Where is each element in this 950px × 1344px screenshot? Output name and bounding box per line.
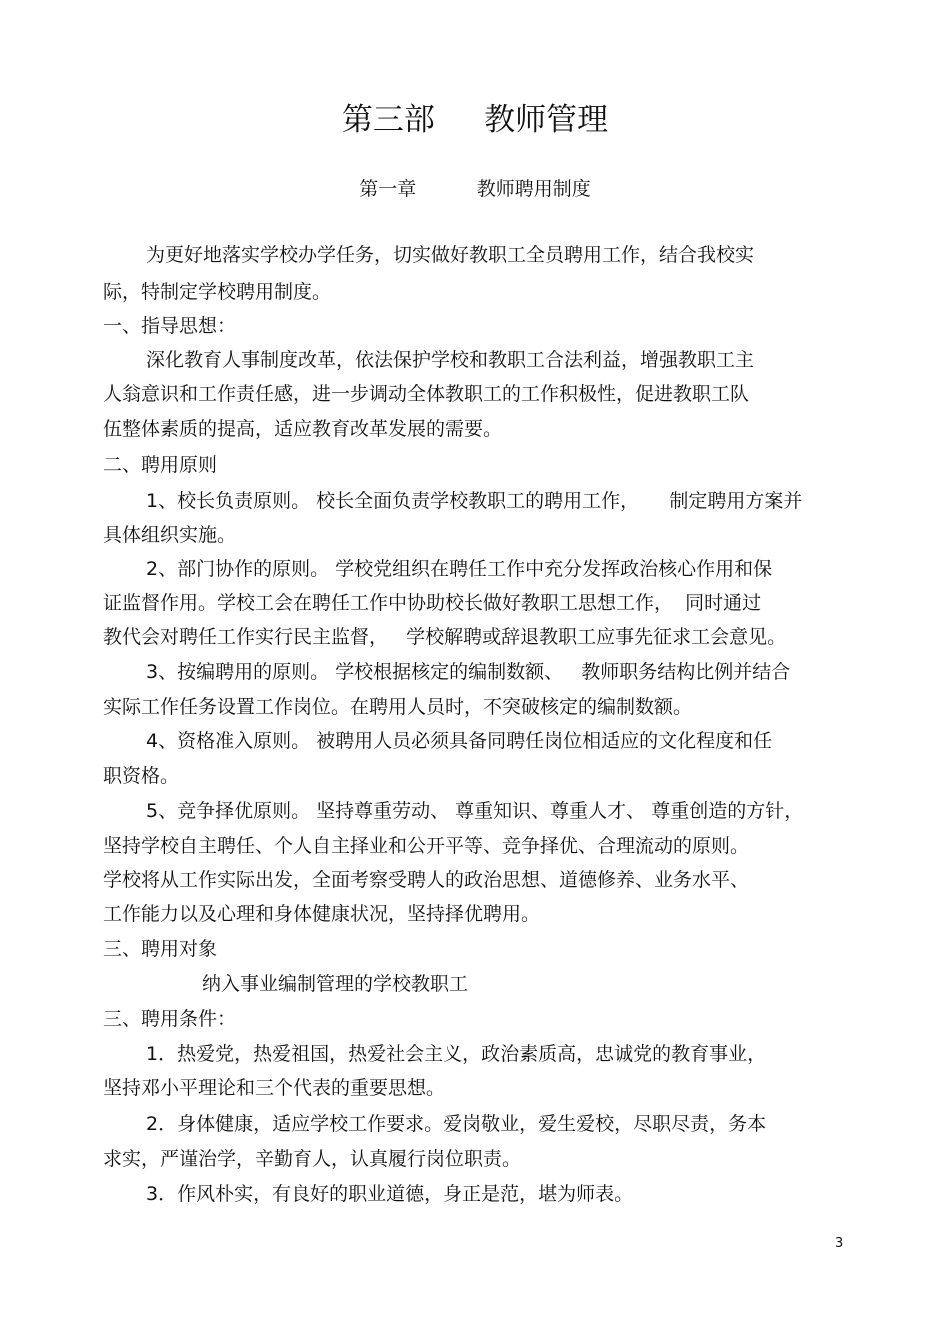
paragraph-line: 2、部门协作的原则。 学校党组织在聘任工作中充分发挥政治核心作用和保 bbox=[146, 558, 773, 580]
chapter-title: 第一章 教师聘用制度 bbox=[359, 178, 591, 200]
paragraph-line: 实际工作任务设置工作岗位。在聘用人员时，不突破核定的编制数额。 bbox=[103, 696, 693, 718]
section-heading: 一、指导思想： bbox=[103, 315, 237, 337]
paragraph-line: 伍整体素质的提高，适应教育改革发展的需要。 bbox=[103, 418, 503, 440]
section-heading: 二、聘用原则 bbox=[103, 454, 218, 476]
part-title: 第三部 教师管理 bbox=[341, 102, 609, 138]
paragraph-line: 工作能力以及心理和身体健康状况，坚持择优聘用。 bbox=[103, 903, 541, 925]
page-number: 3 bbox=[835, 1236, 844, 1251]
paragraph-line: 求实，严谨治学，辛勤育人，认真履行岗位职责。 bbox=[103, 1148, 522, 1170]
section-heading: 三、聘用条件： bbox=[103, 1008, 237, 1030]
paragraph-line: 学校将从工作实际出发，全面考察受聘人的政治思想、道德修养、业务水平、 bbox=[103, 869, 750, 891]
paragraph-line: 3．作风朴实，有良好的职业道德，身正是范，堪为师表。 bbox=[146, 1183, 634, 1205]
paragraph-line: 3、按编聘用的原则。 学校根据核定的编制数额、 教师职务结构比例并结合 bbox=[146, 661, 791, 683]
paragraph-line: 具体组织实施。 bbox=[103, 524, 237, 546]
paragraph-line: 2．身体健康，适应学校工作要求。爱岗敬业，爱生爱校，尽职尽责，务本 bbox=[146, 1113, 767, 1135]
paragraph-line: 5、竞争择优原则。 坚持尊重劳动、 尊重知识、尊重人才、 尊重创造的方针， bbox=[146, 800, 804, 822]
paragraph-line: 职资格。 bbox=[103, 765, 180, 787]
paragraph-line: 1．热爱党，热爱祖国，热爱社会主义，政治素质高，忠诚党的教育事业， bbox=[146, 1043, 767, 1065]
paragraph-line: 纳入事业编制管理的学校教职工 bbox=[202, 973, 469, 995]
paragraph-line: 教代会对聘任工作实行民主监督， 学校解聘或辞退教职工应事先征求工会意见。 bbox=[103, 626, 787, 648]
paragraph-line: 际，特制定学校聘用制度。 bbox=[103, 281, 332, 303]
paragraph-line: 为更好地落实学校办学任务，切实做好教职工全员聘用工作，结合我校实 bbox=[146, 244, 755, 266]
paragraph-line: 4、资格准入原则。 被聘用人员必须具备同聘任岗位相适应的文化程度和任 bbox=[146, 730, 773, 752]
paragraph-line: 坚持邓小平理论和三个代表的重要思想。 bbox=[103, 1077, 446, 1099]
paragraph-line: 坚持学校自主聘任、个人自主择业和公开平等、竞争择优、合理流动的原则。 bbox=[103, 835, 750, 857]
paragraph-line: 人翁意识和工作责任感，进一步调动全体教职工的工作积极性，促进教职工队 bbox=[103, 383, 750, 405]
section-heading: 三、聘用对象 bbox=[103, 938, 218, 960]
paragraph-line: 深化教育人事制度改革，依法保护学校和教职工合法利益，增强教职工主 bbox=[146, 349, 755, 371]
paragraph-line: 1、校长负责原则。 校长全面负责学校教职工的聘用工作， 制定聘用方案并 bbox=[146, 490, 803, 512]
paragraph-line: 证监督作用。学校工会在聘任工作中协助校长做好教职工思想工作， 同时通过 bbox=[103, 592, 762, 614]
